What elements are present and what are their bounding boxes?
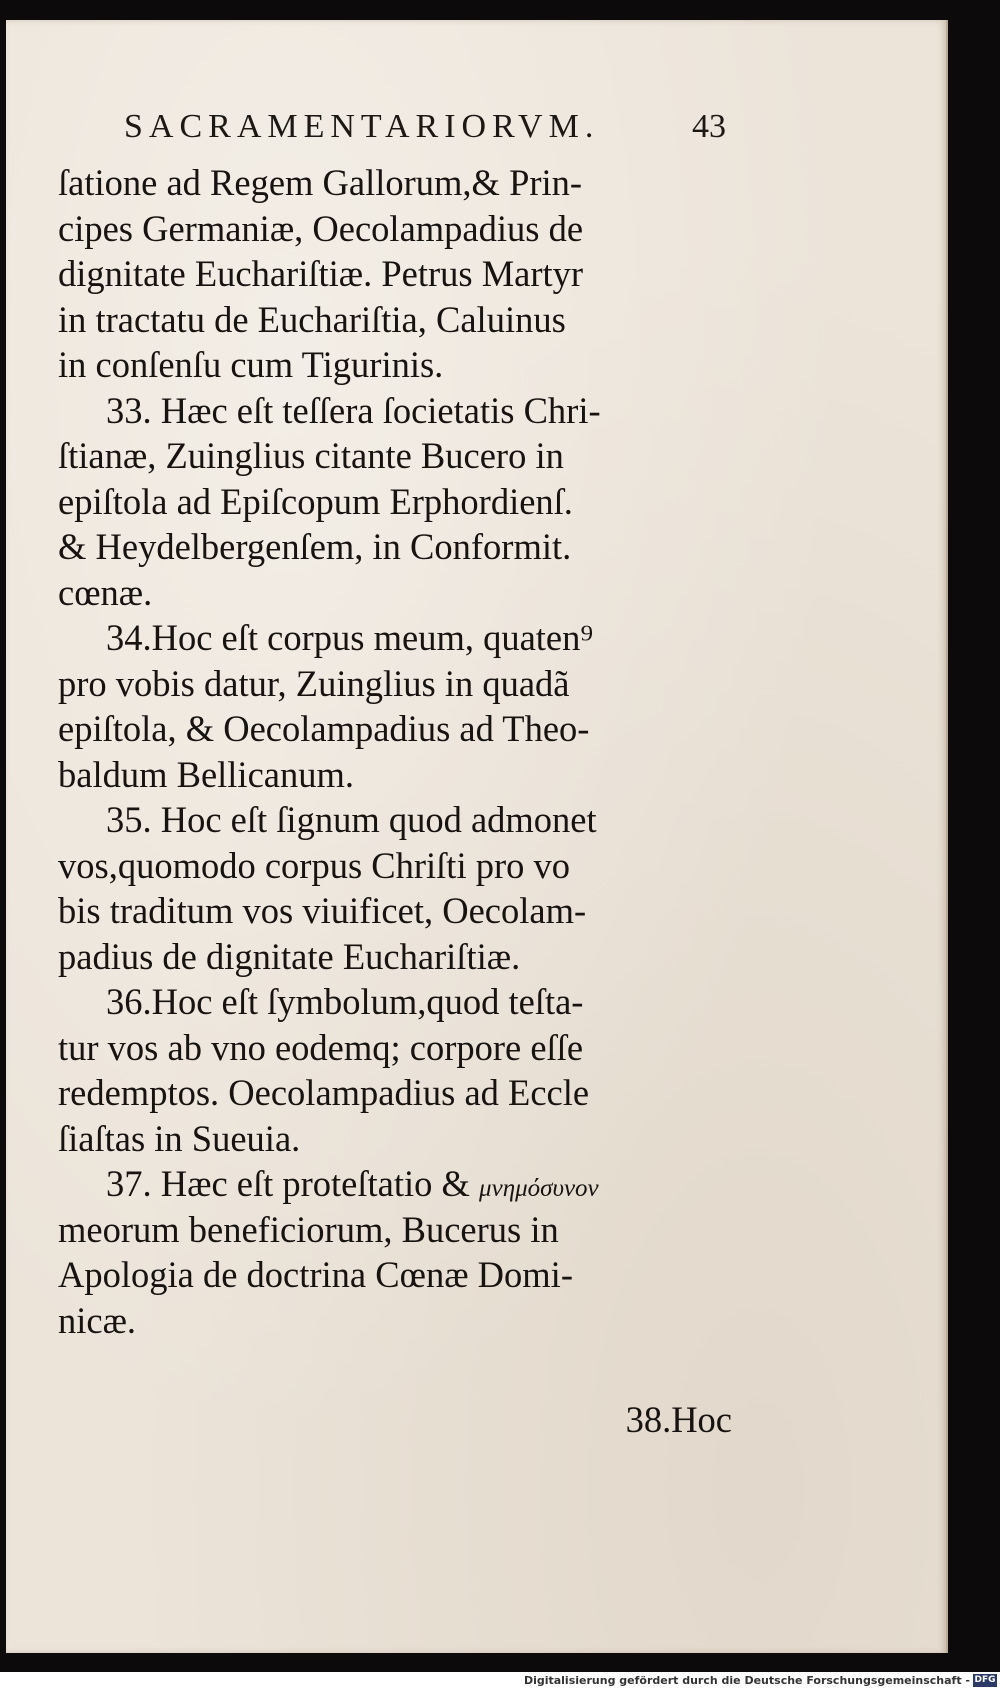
item-37-line [58, 1161, 738, 1207]
footer-credit: Digitalisierung gefördert durch die Deutsche Forschungsgemeinschaft - [523, 1674, 970, 1687]
text-line: vos,quomodo corpus Chriſti pro vo [58, 844, 570, 886]
greek-word: μνημόσυνον [479, 1175, 599, 1202]
text-line: ſtianæ, Zuinglius citante Bucero in [58, 435, 564, 476]
page-header [124, 108, 726, 146]
text-line: ſatione ad Regem Gallorum,& Prin- [58, 162, 583, 203]
text-line: pro vobis datur, Zuinglius in quadã [58, 662, 570, 704]
text-line: tur vos ab vno eodemq; corpore eſſe [58, 1026, 584, 1068]
text-line: bis traditum vos viuificet, Oecolam- [58, 890, 587, 931]
item-35-line: 35. Hoc eſt ſignum quod admonet [106, 799, 597, 840]
text-line: baldum Bellicanum. [58, 753, 354, 795]
text-line: nicæ. [58, 1299, 137, 1341]
item-33-line: 33. Hæc eſt teſſera ſocietatis Chri- [106, 389, 601, 431]
text-line: cœnæ. [58, 571, 153, 613]
text-line: in conſenſu cum Tigurinis. [58, 344, 444, 385]
text-line: in tractatu de Euchariſtia, Caluinus [58, 298, 566, 340]
page-number: 43 [692, 108, 726, 145]
catchword: 38.Hoc [625, 1399, 732, 1440]
text-line: meorum beneficiorum, Bucerus in [58, 1208, 559, 1250]
item-37-text: 37. Hæc eſt proteſtatio & [106, 1163, 480, 1204]
text-line: ſiaſtas in Sueuia. [58, 1117, 301, 1159]
running-head: SACRAMENTARIORVM. [124, 108, 600, 145]
item-34-line: 34.Hoc eſt corpus meum, quaten⁹ [106, 617, 594, 658]
item-36-line: 36.Hoc eſt ſymbolum,quod teſta- [106, 981, 584, 1022]
book-page [6, 20, 948, 1653]
text-line: redemptos. Oecolampadius ad Eccle [58, 1072, 590, 1113]
dfg-logo-icon: DFG [974, 1675, 996, 1685]
text-line: padius de dignitate Euchariſtiæ. [58, 935, 521, 977]
text-line: & Heydelbergenſem, in Conformit. [58, 526, 572, 567]
body-text [58, 160, 738, 1343]
text-line: epiſtola, & Oecolampadius ad Theo- [58, 708, 590, 749]
text-line: cipes Germaniæ, Oecolampadius de [58, 207, 584, 249]
text-line: epiſtola ad Epiſcopum Erphordienſ. [58, 480, 573, 522]
text-line: dignitate Euchariſtiæ. Petrus Martyr [58, 253, 584, 294]
digitization-footer [0, 1672, 1000, 1690]
text-line: Apologia de doctrina Cœnæ Domi- [58, 1254, 573, 1295]
